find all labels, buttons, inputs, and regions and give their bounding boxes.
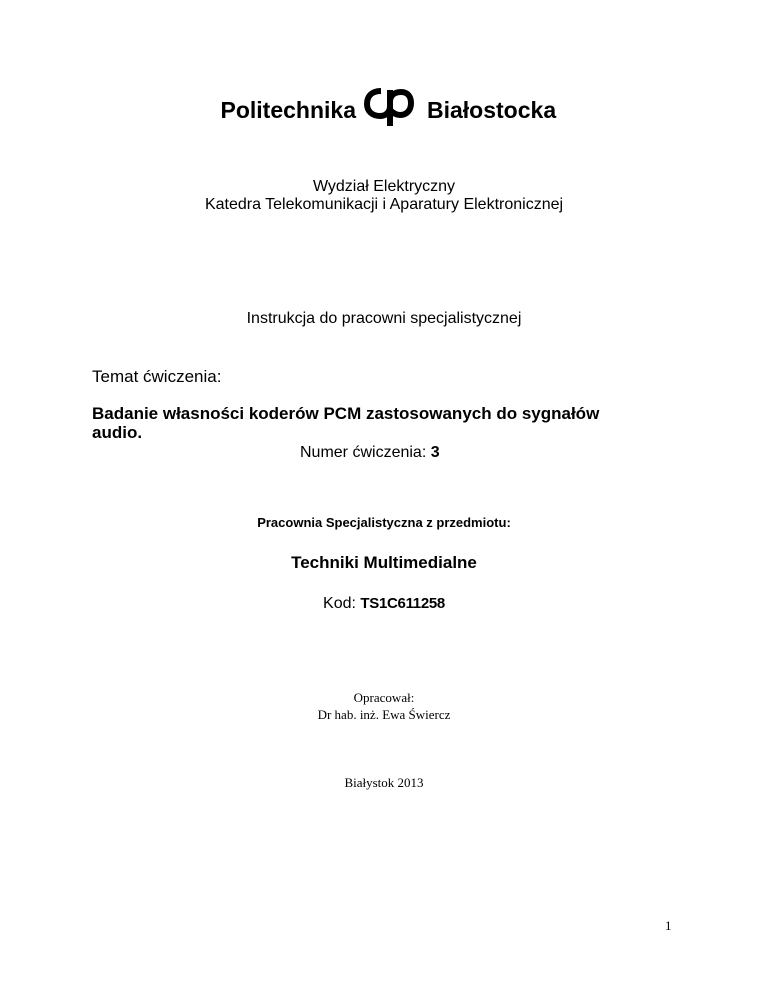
topic-label: Temat ćwiczenia: [92, 367, 222, 386]
topic-title-line-1: Badanie własności koderów PCM zastosowanych do sygnałów [92, 404, 600, 423]
topic-title [92, 404, 672, 442]
page-number: 1 [665, 918, 672, 933]
university-header [0, 84, 768, 134]
faculty-name: Wydział Elektryczny [312, 178, 456, 195]
department-name: Katedra Telekomunikacji i Aparatury Elektronicznej [204, 196, 564, 213]
lab-label: Pracownia Specjalistyczna z przedmiotu: [257, 515, 511, 530]
place-date: Białystok 2013 [344, 775, 424, 790]
code-value: TS1C611258 [360, 595, 445, 612]
instruction-title: Instrukcja do pracowni specjalistycznej [246, 310, 522, 327]
university-name-left: Politechnika [220, 97, 356, 123]
exercise-number-label: Numer ćwiczenia: [300, 444, 427, 461]
pb-logo-icon [363, 84, 415, 128]
prepared-by-label: Opracował: [353, 690, 415, 705]
author-name: Dr hab. inż. Ewa Świercz [317, 707, 451, 722]
exercise-number-value: 3 [430, 444, 440, 461]
code-label: Kod: [323, 595, 356, 612]
subject-name: Techniki Multimedialne [291, 553, 477, 572]
topic-title-line-2: audio. [92, 423, 143, 442]
course-code [0, 594, 768, 614]
exercise-number [300, 443, 440, 463]
university-name-right: Białostocka [427, 97, 557, 123]
